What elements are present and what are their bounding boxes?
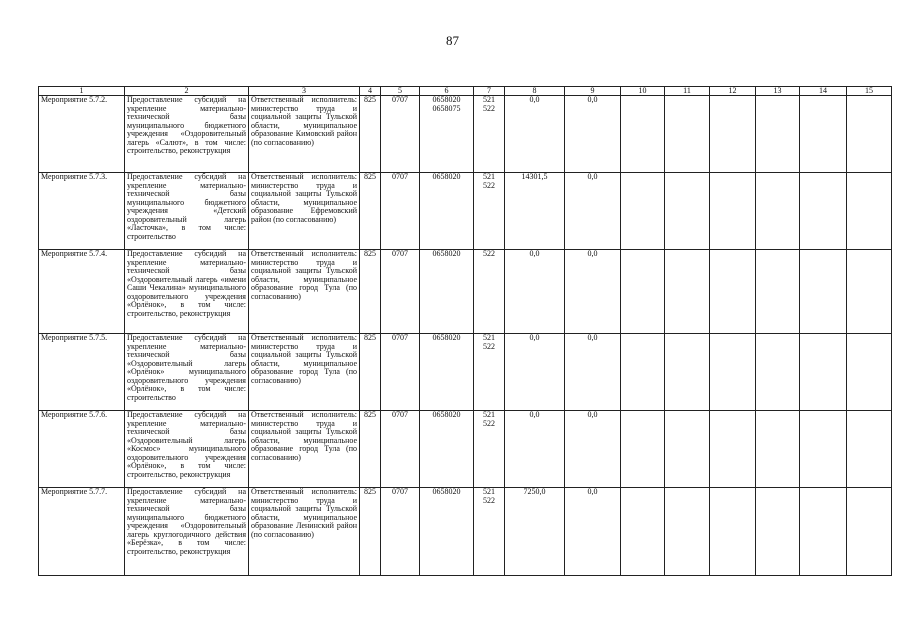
- column-header: 2: [125, 87, 249, 96]
- column-header: 3: [249, 87, 360, 96]
- code-cell: 825: [360, 96, 381, 173]
- code-cell: 825: [360, 488, 381, 576]
- table-row: [39, 96, 892, 173]
- code-cell: 0707: [381, 334, 420, 411]
- value-cell: 0,0: [505, 334, 565, 411]
- empty-cell: [800, 173, 847, 250]
- code-cell: 0707: [381, 488, 420, 576]
- empty-cell: [847, 250, 892, 334]
- header-row: [39, 87, 892, 96]
- table-row: [39, 488, 892, 576]
- column-header: 8: [505, 87, 565, 96]
- column-header: 11: [665, 87, 710, 96]
- executor-cell: Ответственный исполнитель: министерство труда и социальной защиты Тульской области, муниципальное образование город Тула (по согласованию): [249, 334, 360, 411]
- measure-cell: Мероприятие 5.7.5.: [39, 334, 125, 411]
- description-cell: Предоставление субсидий на укрепление материально-технической базы муниципального бюджетного учреждения «Оздоровительный лагерь «Салют», в том числе: строительство, реконструкция: [125, 96, 249, 173]
- value-cell: 0,0: [505, 411, 565, 488]
- empty-cell: [710, 173, 756, 250]
- code-cell: 0707: [381, 411, 420, 488]
- empty-cell: [621, 334, 665, 411]
- executor-cell: Ответственный исполнитель: министерство труда и социальной защиты Тульской области, муниципальное образование город Тула (по согласованию): [249, 411, 360, 488]
- code-cell: 0658020 0658075: [420, 96, 474, 173]
- empty-cell: [710, 411, 756, 488]
- code-cell: 825: [360, 250, 381, 334]
- value-cell: 14301,5: [505, 173, 565, 250]
- empty-cell: [847, 411, 892, 488]
- value-cell: 0,0: [565, 173, 621, 250]
- empty-cell: [621, 96, 665, 173]
- column-header: 6: [420, 87, 474, 96]
- executor-cell: Ответственный исполнитель: министерство труда и социальной защиты Тульской области, муниципальное образование Ефремовский район (по согласованию): [249, 173, 360, 250]
- empty-cell: [847, 96, 892, 173]
- empty-cell: [756, 96, 800, 173]
- empty-cell: [621, 411, 665, 488]
- executor-cell: Ответственный исполнитель: министерство труда и социальной защиты Тульской области, муниципальное образование Ленинский район (по согласованию): [249, 488, 360, 576]
- code-cell: 0707: [381, 250, 420, 334]
- code-cell: 521 522: [474, 488, 505, 576]
- value-cell: 0,0: [565, 411, 621, 488]
- measure-cell: Мероприятие 5.7.4.: [39, 250, 125, 334]
- empty-cell: [800, 96, 847, 173]
- empty-cell: [665, 488, 710, 576]
- value-cell: 0,0: [565, 96, 621, 173]
- table-row: [39, 250, 892, 334]
- empty-cell: [847, 488, 892, 576]
- measure-cell: Мероприятие 5.7.3.: [39, 173, 125, 250]
- code-cell: 0658020: [420, 488, 474, 576]
- empty-cell: [756, 488, 800, 576]
- empty-cell: [756, 411, 800, 488]
- column-header: 4: [360, 87, 381, 96]
- description-cell: Предоставление субсидий на укрепление материально-технической базы муниципального бюджетного учреждения «Оздоровительный лагерь круглогодичного действия «Берёзка», в том числе: строительство, реконструкция: [125, 488, 249, 576]
- executor-cell: Ответственный исполнитель: министерство труда и социальной защиты Тульской области, муниципальное образование город Тула (по согласованию): [249, 250, 360, 334]
- empty-cell: [756, 334, 800, 411]
- code-cell: 0658020: [420, 250, 474, 334]
- code-cell: 825: [360, 173, 381, 250]
- value-cell: 0,0: [565, 334, 621, 411]
- code-cell: 521 522: [474, 334, 505, 411]
- empty-cell: [665, 250, 710, 334]
- empty-cell: [756, 173, 800, 250]
- page-number: 87: [446, 33, 459, 48]
- value-cell: 0,0: [565, 250, 621, 334]
- empty-cell: [800, 411, 847, 488]
- empty-cell: [756, 250, 800, 334]
- column-header: 10: [621, 87, 665, 96]
- code-cell: 521 522: [474, 411, 505, 488]
- empty-cell: [800, 250, 847, 334]
- empty-cell: [665, 173, 710, 250]
- empty-cell: [710, 250, 756, 334]
- description-cell: Предоставление субсидий на укрепление материально-технической базы «Оздоровительный лагерь «имени Саши Чекалина» муниципального оздоровительного учреждения «Орлёнок», в том числе: строительство, реконструкция: [125, 250, 249, 334]
- description-cell: Предоставление субсидий на укрепление материально-технической базы «Оздоровительный лагерь «Орлёнок» муниципального оздоровительного учреждения «Орлёнок», в том числе: строительство: [125, 334, 249, 411]
- empty-cell: [665, 334, 710, 411]
- table-row: [39, 411, 892, 488]
- value-cell: 0,0: [505, 250, 565, 334]
- empty-cell: [665, 411, 710, 488]
- empty-cell: [665, 96, 710, 173]
- value-cell: 0,0: [505, 96, 565, 173]
- code-cell: 825: [360, 411, 381, 488]
- column-header: 5: [381, 87, 420, 96]
- code-cell: 0707: [381, 96, 420, 173]
- empty-cell: [800, 488, 847, 576]
- column-header: 14: [800, 87, 847, 96]
- column-header: 13: [756, 87, 800, 96]
- value-cell: 7250,0: [505, 488, 565, 576]
- empty-cell: [621, 488, 665, 576]
- description-cell: Предоставление субсидий на укрепление материально-технической базы муниципального бюджетного учреждения «Детский оздоровительный лагерь «Ласточка», в том числе: строительство: [125, 173, 249, 250]
- code-cell: 0707: [381, 173, 420, 250]
- description-cell: Предоставление субсидий на укрепление материально-технической базы «Оздоровительный лагерь «Космос» муниципального оздоровительного учреждения «Орлёнок», в том числе: строительство, реконструкция: [125, 411, 249, 488]
- measure-cell: Мероприятие 5.7.6.: [39, 411, 125, 488]
- table-row: [39, 173, 892, 250]
- empty-cell: [710, 96, 756, 173]
- empty-cell: [621, 250, 665, 334]
- empty-cell: [621, 173, 665, 250]
- code-cell: 0658020: [420, 173, 474, 250]
- column-header: 9: [565, 87, 621, 96]
- column-header: 7: [474, 87, 505, 96]
- code-cell: 0658020: [420, 334, 474, 411]
- empty-cell: [800, 334, 847, 411]
- value-cell: 0,0: [565, 488, 621, 576]
- empty-cell: [847, 173, 892, 250]
- code-cell: 522: [474, 250, 505, 334]
- measure-cell: Мероприятие 5.7.7.: [39, 488, 125, 576]
- executor-cell: Ответственный исполнитель: министерство труда и социальной защиты Тульской области, муниципальное образование Кимовский район (по согласованию): [249, 96, 360, 173]
- empty-cell: [710, 334, 756, 411]
- code-cell: 521 522: [474, 96, 505, 173]
- code-cell: 0658020: [420, 411, 474, 488]
- code-cell: 521 522: [474, 173, 505, 250]
- measure-cell: Мероприятие 5.7.2.: [39, 96, 125, 173]
- column-header: 15: [847, 87, 892, 96]
- code-cell: 825: [360, 334, 381, 411]
- column-header: 1: [39, 87, 125, 96]
- table-row: [39, 334, 892, 411]
- empty-cell: [847, 334, 892, 411]
- empty-cell: [710, 488, 756, 576]
- budget-table: [38, 86, 892, 576]
- column-header: 12: [710, 87, 756, 96]
